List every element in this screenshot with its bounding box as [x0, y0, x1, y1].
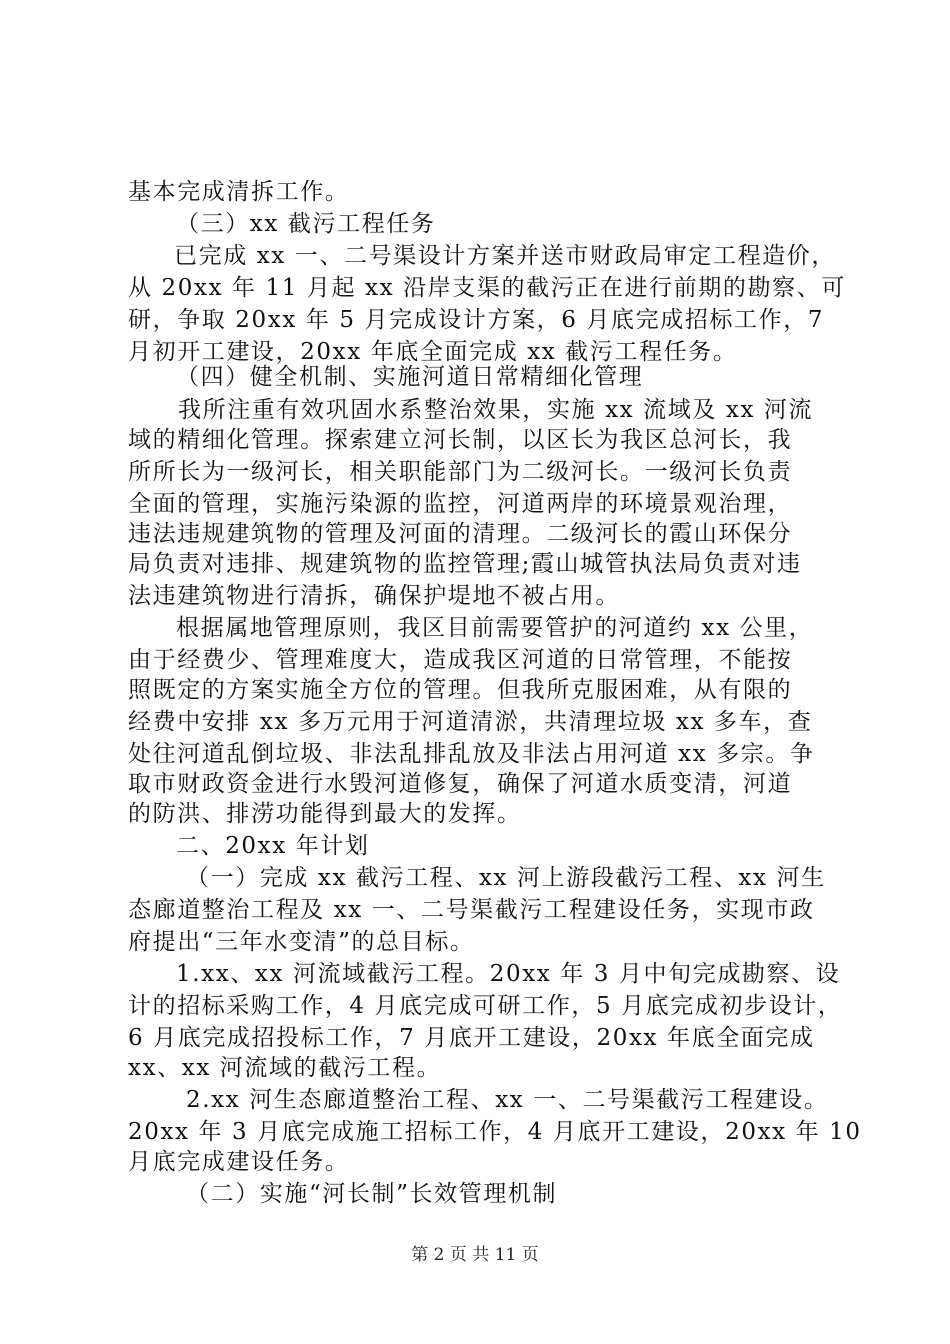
section-heading: 二、20xx 年计划 — [176, 833, 370, 859]
paragraph-line: 府提出“三年水变清”的总目标。 — [128, 929, 475, 955]
paragraph-line: 全面的管理，实施污染源的监控，河道两岸的环境景观治理， — [128, 491, 793, 517]
paragraph-line: 法违建筑物进行清拆，确保护堤地不被占用。 — [128, 583, 620, 609]
paragraph-line: 6 月底完成招投标工作，7 月底开工建设，20xx 年底全面完成 — [128, 1025, 815, 1051]
section-heading: （三）xx 截污工程任务 — [176, 211, 436, 237]
section-heading: （四）健全机制、实施河道日常精细化管理 — [176, 364, 644, 390]
paragraph-line: 处往河道乱倒垃圾、非法乱排乱放及非法占用河道 xx 多宗。争 — [128, 741, 815, 767]
paragraph-line: xx、xx 河流域的截污工程。 — [128, 1055, 442, 1081]
paragraph-line: 计的招标采购工作，4 月底完成可研工作，5 月底完成初步设计， — [128, 993, 843, 1019]
paragraph-line: 20xx 年 3 月底完成施工招标工作，4 月底开工建设，20xx 年 10 — [128, 1119, 862, 1145]
paragraph-line: 2.xx 河生态廊道整治工程、xx 一、二号渠截污工程建设。 — [186, 1087, 829, 1113]
paragraph-line: 研，争取 20xx 年 5 月完成设计方案，6 月底完成招标工作，7 — [128, 307, 825, 333]
paragraph-line: 域的精细化管理。探索建立河长制，以区长为我区总河长，我 — [128, 427, 793, 453]
paragraph-line: 违法违规建筑物的管理及河面的清理。二级河长的霞山环保分 — [128, 521, 793, 547]
paragraph-line: 的防洪、排涝功能得到最大的发挥。 — [128, 801, 522, 827]
paragraph-line: 从 20xx 年 11 月起 xx 沿岸支渠的截污正在进行前期的勘察、可 — [128, 275, 846, 301]
paragraph-line: 根据属地管理原则，我区目前需要管护的河道约 xx 公里， — [176, 615, 814, 641]
paragraph-line: 月底完成建设任务。 — [128, 1149, 350, 1175]
paragraph-line: （一）完成 xx 截污工程、xx 河上游段截污工程、xx 河生 — [186, 865, 826, 891]
paragraph-line: 1.xx、xx 河流域截污工程。20xx 年 3 月中旬完成勘察、设 — [176, 961, 841, 987]
paragraph-line: 所所长为一级河长，相关职能部门为二级河长。一级河长负责 — [128, 459, 793, 485]
paragraph-line: 月初开工建设，20xx 年底全面完成 xx 截污工程任务。 — [128, 339, 738, 365]
paragraph-line: 照既定的方案实施全方位的管理。但我所克服困难，从有限的 — [128, 677, 793, 703]
paragraph-line: 我所注重有效巩固水系整治效果，实施 xx 流域及 xx 河流 — [178, 397, 814, 423]
paragraph-line: 态廊道整治工程及 xx 一、二号渠截污工程建设任务，实现市政 — [128, 897, 815, 923]
page-footer: 第 2 页 共 11 页 — [411, 1245, 539, 1265]
section-heading: （二）实施“河长制”长效管理机制 — [186, 1181, 558, 1207]
paragraph-line: 已完成 xx 一、二号渠设计方案并送市财政局审定工程造价， — [174, 243, 836, 269]
paragraph-line: 经费中安排 xx 多万元用于河道清淤，共清理垃圾 xx 多车，查 — [128, 709, 813, 735]
paragraph-line: 基本完成清拆工作。 — [128, 179, 350, 205]
paragraph-line: 由于经费少、管理难度大，造成我区河道的日常管理，不能按 — [128, 647, 793, 673]
paragraph-line: 局负责对违排、规建筑物的监控管理;霞山城管执法局负责对违 — [128, 551, 802, 577]
paragraph-line: 取市财政资金进行水毁河道修复，确保了河道水质变清，河道 — [128, 771, 793, 797]
